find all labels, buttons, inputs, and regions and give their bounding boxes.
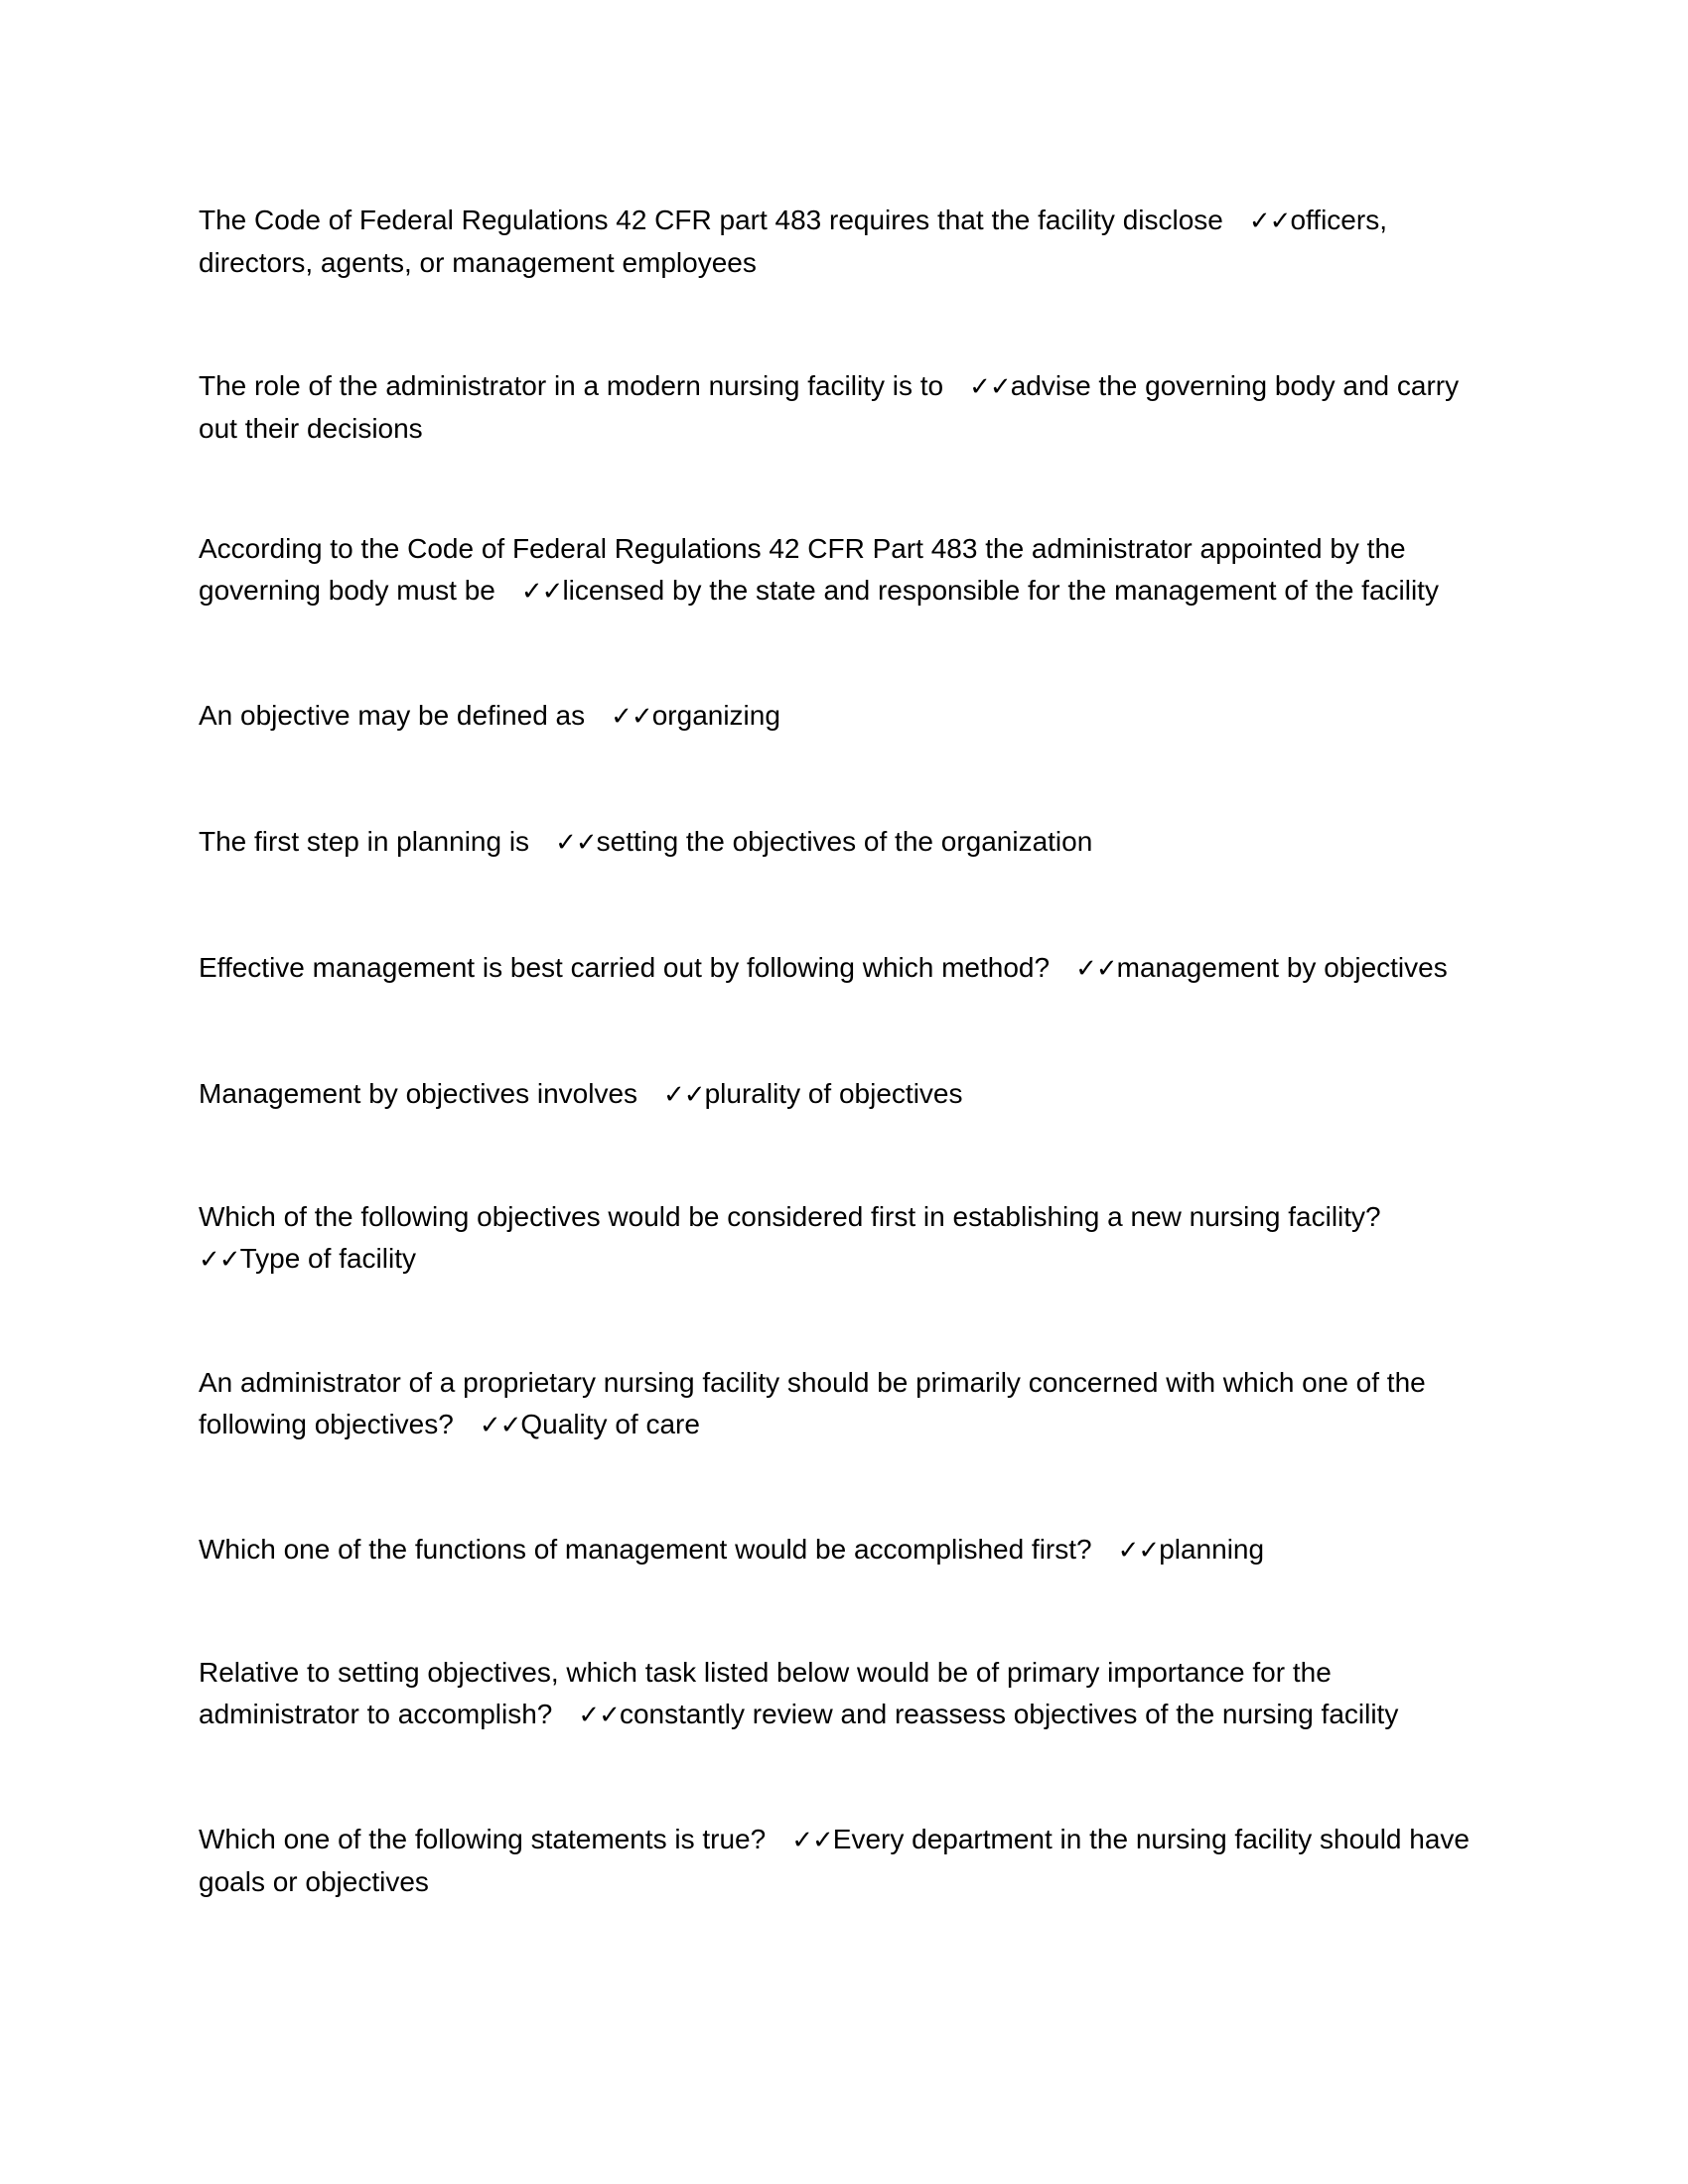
answer-text: Type of facility <box>239 1243 416 1274</box>
double-check-icon: ✓✓ <box>578 1701 620 1730</box>
question-text: The Code of Federal Regulations 42 CFR part 483 requires that the facility disclose <box>199 205 1223 235</box>
answer-text: Quality of care <box>520 1409 700 1439</box>
question-text: Relative to setting objectives, which task listed below would be of primary importance for the administrator to accomplish? <box>199 1657 1332 1729</box>
question-text: Which one of the functions of management would be accomplished first? <box>199 1534 1092 1565</box>
question-text: The first step in planning is <box>199 826 530 857</box>
answer-text: constantly review and reassess objectives of the nursing facility <box>619 1699 1399 1729</box>
double-check-icon: ✓✓ <box>199 1245 240 1275</box>
qa-item <box>199 1529 1489 1571</box>
qa-item <box>199 1073 1489 1116</box>
answer-text: planning <box>1159 1534 1265 1565</box>
answer-text: management by objectives <box>1116 952 1448 983</box>
question-text: The role of the administrator in a modern nursing facility is to <box>199 370 944 401</box>
question-text: Management by objectives involves <box>199 1078 638 1109</box>
qa-item <box>199 1196 1489 1281</box>
question-text: According to the Code of Federal Regulations 42 CFR Part 483 the administrator appointed by the governing body must be <box>199 533 1406 606</box>
qa-item <box>199 365 1489 450</box>
qa-item <box>199 200 1489 284</box>
question-text: An objective may be defined as <box>199 700 586 731</box>
answer-text: organizing <box>651 700 780 731</box>
qa-item <box>199 821 1489 864</box>
double-check-icon: ✓✓ <box>611 702 652 732</box>
double-check-icon: ✓✓ <box>969 372 1011 402</box>
qa-item <box>199 1652 1489 1736</box>
qa-item <box>199 528 1489 613</box>
answer-text: Every department in the nursing facility should have goals or objectives <box>199 1824 1471 1897</box>
answer-text: advise the governing body and carry out their decisions <box>199 370 1460 444</box>
double-check-icon: ✓✓ <box>663 1080 705 1110</box>
question-text: Which one of the following statements is true? <box>199 1824 767 1854</box>
answer-text: officers, directors, agents, or management employees <box>199 205 1387 278</box>
qa-item <box>199 947 1489 990</box>
question-text: Which of the following objectives would be considered first in establishing a new nursing facility? <box>199 1201 1381 1232</box>
double-check-icon: ✓✓ <box>791 1826 833 1855</box>
question-text: An administrator of a proprietary nursing facility should be primarily concerned with which one of the following objectives? <box>199 1367 1426 1439</box>
answer-text: licensed by the state and responsible for the management of the facility <box>562 575 1439 606</box>
double-check-icon: ✓✓ <box>1075 954 1117 984</box>
question-text: Effective management is best carried out by following which method? <box>199 952 1051 983</box>
answer-text: setting the objectives of the organization <box>596 826 1093 857</box>
double-check-icon: ✓✓ <box>1117 1536 1160 1566</box>
double-check-icon: ✓✓ <box>555 828 597 858</box>
qa-item <box>199 695 1489 738</box>
double-check-icon: ✓✓ <box>479 1411 521 1440</box>
double-check-icon: ✓✓ <box>520 577 563 607</box>
qa-item <box>199 1362 1489 1446</box>
double-check-icon: ✓✓ <box>1248 206 1291 236</box>
answer-text: plurality of objectives <box>704 1078 963 1109</box>
qa-item <box>199 1819 1489 1903</box>
